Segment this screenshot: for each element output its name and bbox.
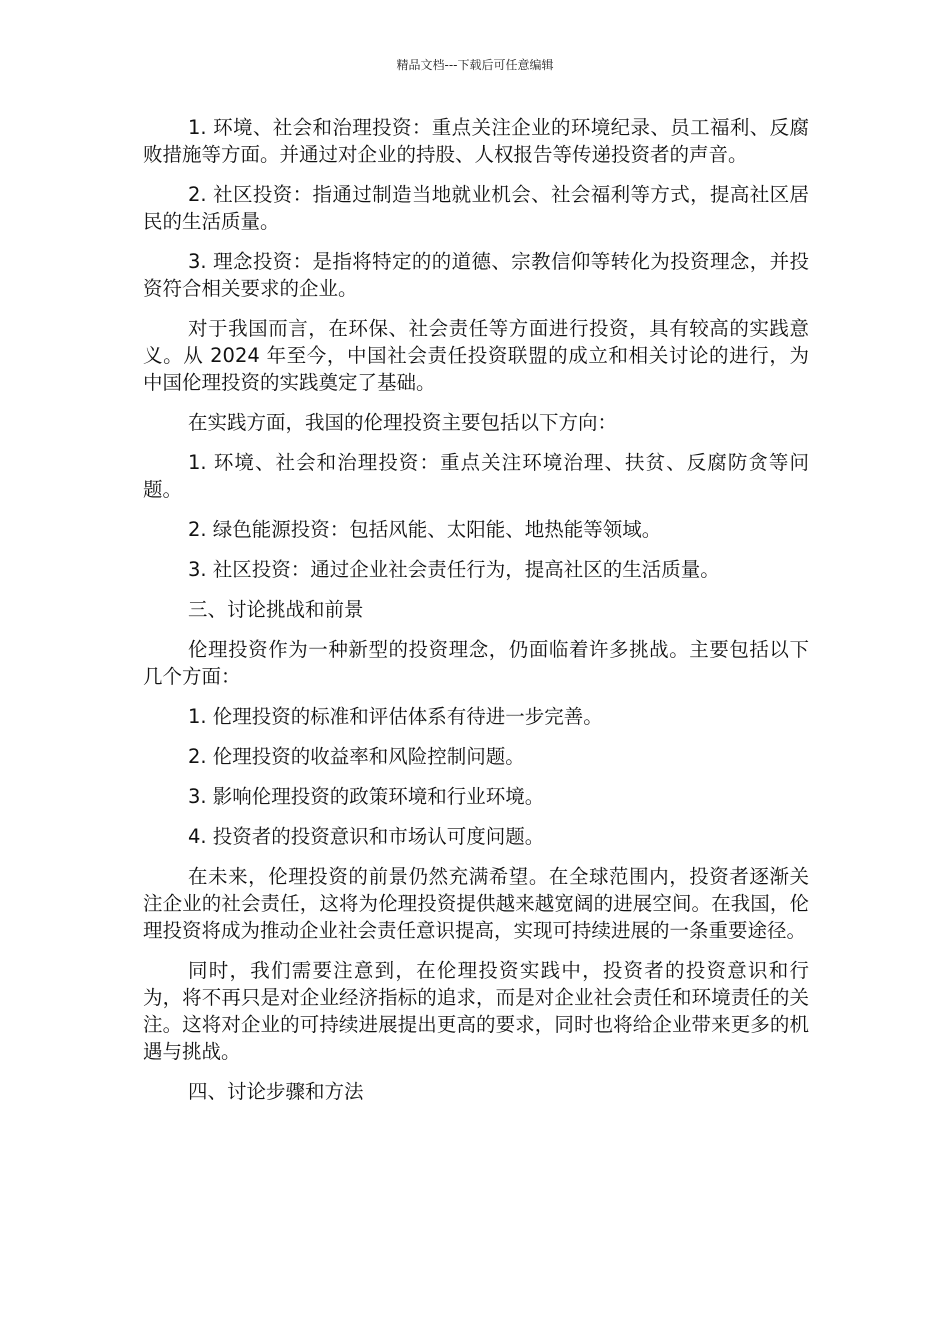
- paragraph-investor-behavior: 同时，我们需要注意到，在伦理投资实践中，投资者的投资意识和行为，将不再只是对企业经济指标的追求，而是对企业社会责任和环境责任的关注。这将对企业的可持续进展提出更高的要求，同时也将给企业带来更多的机遇与挑战。: [143, 959, 809, 1063]
- list-item-challenge-policy: 3. 影响伦理投资的政策环境和行业环境。: [188, 785, 545, 808]
- list-item-challenge-returns: 2. 伦理投资的收益率和风险控制问题。: [188, 745, 525, 768]
- list-item-practice-esg: 1. 环境、社会和治理投资：重点关注环境治理、扶贫、反腐防贪等问题。: [143, 451, 809, 501]
- section-heading-challenges: 三、讨论挑战和前景: [188, 598, 364, 621]
- list-item-challenge-standards: 1. 伦理投资的标准和评估体系有待进一步完善。: [188, 705, 603, 728]
- paragraph-practice-intro: 在实践方面，我国的伦理投资主要包括以下方向：: [188, 411, 618, 434]
- list-item-concept-investment: 3. 理念投资：是指将特定的的道德、宗教信仰等转化为投资理念，并投资符合相关要求的企业。: [143, 250, 809, 300]
- paragraph-future-outlook: 在未来，伦理投资的前景仍然充满希望。在全球范围内，投资者逐渐关注企业的社会责任，这将为伦理投资提供越来越宽阔的进展空间。在我国，伦理投资将成为推动企业社会责任意识提高，实现可持续进展的一条重要途径。: [143, 865, 809, 942]
- section-heading-methods: 四、讨论步骤和方法: [188, 1080, 364, 1103]
- list-item-esg-investment: 1. 环境、社会和治理投资：重点关注企业的环境纪录、员工福利、反腐败措施等方面。并通过对企业的持股、人权报告等传递投资者的声音。: [143, 116, 809, 166]
- paragraph-challenges-intro: 伦理投资作为一种新型的投资理念，仍面临着许多挑战。主要包括以下几个方面：: [143, 638, 809, 688]
- paragraph-china-significance: 对于我国而言，在环保、社会责任等方面进行投资，具有较高的实践意义。从 2024 年至今，中国社会责任投资联盟的成立和相关讨论的进行，为中国伦理投资的实践奠定了基础。: [143, 317, 809, 394]
- list-item-practice-community: 3. 社区投资：通过企业社会责任行为，提高社区的生活质量。: [188, 558, 720, 581]
- page-header: 精品文档---下载后可任意编辑: [396, 58, 554, 72]
- list-item-practice-green-energy: 2. 绿色能源投资：包括风能、太阳能、地热能等领域。: [188, 518, 662, 541]
- list-item-challenge-awareness: 4. 投资者的投资意识和市场认可度问题。: [188, 825, 545, 848]
- document-body: [143, 114, 809, 1118]
- list-item-community-investment: 2. 社区投资：指通过制造当地就业机会、社会福利等方式，提高社区居民的生活质量。: [143, 183, 809, 233]
